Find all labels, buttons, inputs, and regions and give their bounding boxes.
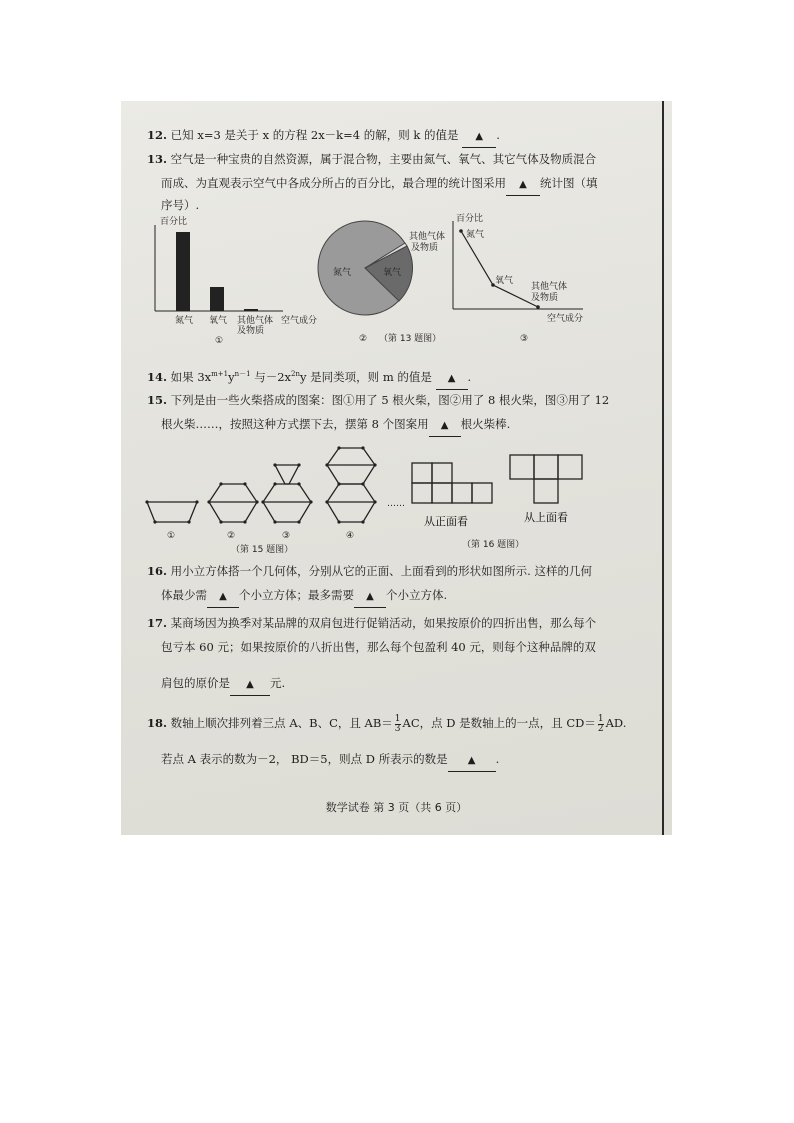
fig16-caption: （第 16 题图） (462, 540, 525, 549)
question-15-line1: 15. 下列是由一些火柴搭成的图案：图①用了 5 根火柴，图②用了 8 根火柴，图③用了 12 (147, 393, 610, 407)
line-label-other-1: 其他气体 (531, 282, 568, 292)
question-15-line2: 根火柴……，按照这种方式摆下去，摆第 8 个图案用 ▲ 根火柴棒. (161, 414, 510, 437)
question-14: 14. 如果 $3x^{m+1}y^{n-1}$ 与$-2x^{2n}y$ 是同类项，则 m 的值是 ▲ . (147, 364, 471, 390)
answer-blank[interactable]: ▲ (436, 369, 468, 390)
question-13-line3: 序号）. (161, 198, 200, 212)
bar-other (244, 309, 258, 311)
question-18-line1: 18. 数轴上顺次排列着三点 A、B、C，且 AB＝ $\frac{1}{3}$ AC，点 D 是数轴上的一点，且 CD＝ $\frac{1}{2}$ AD. (147, 713, 627, 734)
answer-blank[interactable]: ▲ (506, 175, 540, 196)
top-view (510, 455, 582, 503)
bar-chart-1 (155, 215, 317, 346)
bar-cat-nitrogen: 氮气 (175, 316, 194, 326)
pie-label-oxygen: 氧气 (383, 268, 402, 278)
question-16-line1: 16. 用小立方体搭一个几何体，分别从它的正面、上面看到的形状如图所示. 这样的几何 (147, 564, 592, 578)
fig15-label-3: ③ (282, 531, 291, 541)
matchstick-pattern-3 (263, 484, 311, 522)
exam-page-photo (121, 101, 672, 835)
fig15-label-2: ② (227, 531, 236, 541)
line-label-other-2: 及物质 (531, 293, 559, 303)
line-xlabel: 空气成分 (547, 314, 584, 324)
front-view-label: 从正面看 (424, 515, 468, 528)
top-view-label: 从上面看 (524, 511, 568, 524)
fig15-label-1: ① (167, 531, 176, 541)
pie-index: ② (359, 334, 368, 344)
fig15-ellipsis: …… (387, 499, 405, 509)
matchstick-pattern-3-top (275, 465, 299, 484)
page-footer: 数学试卷 第 3 页（共 6 页） (325, 801, 468, 814)
line-series (461, 231, 538, 307)
figure-16 (406, 449, 606, 549)
bar-cat-other-1: 其他气体 (237, 316, 274, 326)
pie-label-other-2: 及物质 (411, 243, 439, 253)
line-ylabel: 百分比 (456, 214, 484, 224)
question-18-line2: 若点 A 表示的数为－2， BD＝5，则点 D 所表示的数是 ▲ . (161, 749, 499, 772)
fraction-one-third: $\frac{1}{3}$ (394, 713, 401, 734)
answer-blank-max[interactable]: ▲ (354, 587, 386, 608)
bar-cat-other-2: 及物质 (237, 326, 265, 336)
bar-oxygen (210, 287, 224, 311)
line-label-oxygen: 氧气 (495, 276, 514, 286)
question-13-line1: 13. 空气是一种宝贵的自然资源，属于混合物，主要由氮气、氧气、其它气体及物质混合 (147, 152, 597, 166)
question-16-line2: 体最少需 ▲ 个小立方体；最多需要 ▲ 个小立方体. (161, 585, 447, 608)
bar-ylabel: 百分比 (160, 217, 188, 227)
bar-cat-oxygen: 氧气 (209, 316, 228, 326)
line-chart-3 (453, 213, 583, 344)
line-index: ③ (520, 334, 529, 344)
question-17-line3: 肩包的原价是 ▲ 元. (161, 673, 285, 696)
bar-xlabel: 空气成分 (281, 316, 318, 326)
answer-blank[interactable]: ▲ (429, 416, 461, 437)
pie-label-nitrogen: 氮气 (333, 268, 352, 278)
page-edge (662, 101, 664, 835)
bar-index: ① (215, 336, 224, 346)
question-13-line2: 而成、为直观表示空气中各成分所占的百分比，最合理的统计图采用 ▲ 统计图（填 (161, 173, 598, 196)
question-17-line1: 17. 某商场因为换季对某品牌的双肩包进行促销活动，如果按原价的四折出售，那么每个 (147, 616, 597, 630)
fig15-label-4: ④ (346, 531, 355, 541)
line-point-nitrogen (459, 229, 463, 233)
pie-chart-2 (318, 221, 445, 344)
line-point-other (536, 305, 540, 309)
answer-blank-min[interactable]: ▲ (207, 587, 239, 608)
matchstick-pattern-4 (327, 484, 375, 522)
answer-blank[interactable]: ▲ (230, 675, 270, 696)
matchstick-pattern-1 (147, 502, 197, 522)
question-12: 12. 已知 x=3 是关于 x 的方程 2x－k=4 的解，则 k 的值是 ▲ . (147, 125, 500, 148)
matchstick-pattern-2 (209, 484, 257, 522)
fraction-one-half: $\frac{1}{2}$ (597, 713, 604, 734)
answer-blank[interactable]: ▲ (448, 751, 496, 772)
fig13-caption: （第 13 题图） (379, 334, 442, 344)
figure-15 (139, 446, 424, 556)
question-17-line2: 包亏本 60 元；如果按原价的八折出售，那么每个包盈利 40 元，则每个这种品牌的双 (161, 640, 596, 654)
line-label-nitrogen: 氮气 (466, 230, 485, 240)
fig15-caption: （第 15 题图） (231, 545, 294, 555)
answer-blank[interactable]: ▲ (462, 127, 496, 148)
front-view (412, 463, 492, 503)
bar-nitrogen (176, 232, 190, 311)
pie-label-other-1: 其他气体 (409, 232, 446, 242)
matchstick-pattern-4-top (327, 448, 375, 484)
figure-13 (143, 213, 643, 348)
